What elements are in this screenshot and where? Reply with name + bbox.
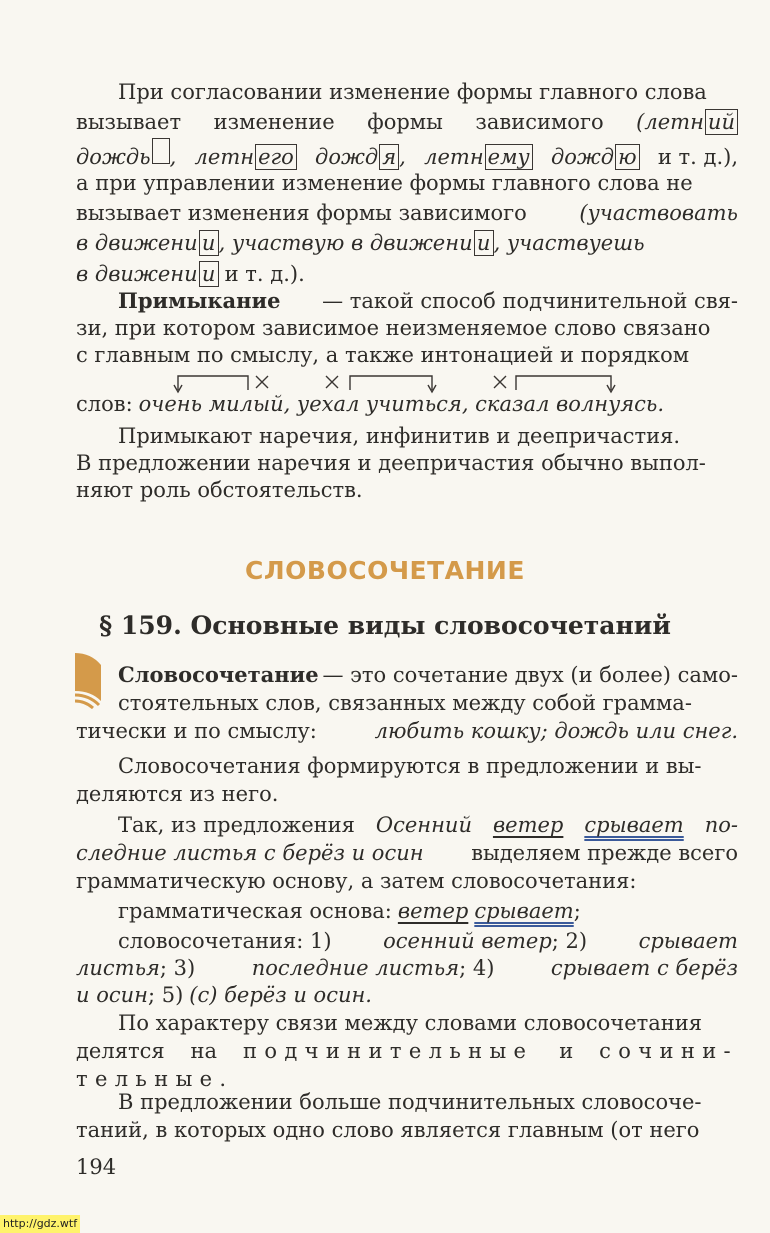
example: (участвовать [579,201,738,225]
text-line [76,475,738,505]
text-line [118,810,738,840]
term: Словосочетание [118,662,319,687]
definition-marker-icon [73,651,105,709]
text: грамматическую основу, а затем словосочетания: [76,869,637,893]
text: По характеру связи между словами словосочетания [118,1011,703,1035]
text-line [76,1036,738,1066]
text: выделяем прежде всего [471,841,738,865]
text-line [118,926,738,956]
example-dozhd: дождь , [76,138,176,172]
example-dozhdyu: дожд ю [551,142,640,172]
text: Так, из предложения [118,813,355,837]
text: грамматическая основа: [118,899,392,923]
ending-box: его [255,144,297,170]
text-line [118,286,738,316]
example: очень милый, уехал учиться, сказал волнуясь. [138,392,665,416]
text: — такой способ подчинительной свя- [322,289,738,313]
text-line [118,421,738,451]
text-line [76,138,738,168]
text: словосочетания: 1) [118,929,332,953]
subject-underlined: ветер [492,813,564,837]
example: любить кошку; дождь или снег. [374,719,738,743]
predicate-underlined: срывает [584,813,684,837]
text-line [76,259,738,289]
text: деляются из него. [76,782,279,806]
example: срывает [638,929,738,953]
word: на [190,1039,218,1063]
word: и [559,1039,574,1063]
text-line [76,107,738,137]
example-letnemu: летн ему [424,142,533,172]
text: При согласовании изменение формы главного слова [118,80,707,104]
text: таний, в которых одно слово является главным (от него [76,1118,700,1142]
text: слов: [76,392,133,416]
section-title: § 159. Основные виды словосочетаний [99,611,671,640]
example: осенний ветер [383,929,552,953]
text-line [118,660,738,690]
text-line [118,751,738,781]
word: подчинительные [242,1039,534,1063]
text: ; 3) [159,956,196,980]
text: — это сочетание двух (и более) само- [322,663,738,687]
predicate-underlined: срывает [474,899,574,923]
text-line [76,716,738,746]
example-dozhdya: дожд я , [315,145,406,169]
word: вызывает [76,110,182,134]
text-line [118,77,738,107]
word: зависимого [475,110,604,134]
ending-box: и [474,230,494,256]
page-number: 194 [76,1155,117,1179]
text: а при управлении изменение формы главного слова не [76,171,693,195]
example: Осенний [375,813,472,837]
text-line [76,866,738,896]
text: Словосочетания формируются в предложении и вы- [118,754,702,778]
text: ; 2) [551,929,588,953]
example: по- [704,813,738,837]
watermark-link[interactable]: http://gdz.wtf [0,1215,80,1233]
text-line [118,1087,738,1117]
term: Примыкание [118,288,281,313]
zero-ending-box [152,138,170,164]
text-line [76,389,738,419]
example: в движени и , участвую в движени и , участвуешь [76,231,645,255]
word: делятся [76,1039,165,1063]
ending-box: ий [705,109,738,135]
example: следние листья с берёз и осин [76,841,424,865]
ending-box: ему [485,144,533,170]
text: ; [573,899,581,923]
text: зи, при котором зависимое неизменяемое слово связано [76,316,711,340]
text-line [76,980,738,1010]
text: В предложении больше подчинительных словосоче- [118,1090,702,1114]
word: сочини- [599,1039,738,1063]
ending-box: я [379,144,399,170]
text-line [76,779,738,809]
text: тически и по смыслу: [76,719,317,743]
text: и т. д.), [657,145,738,169]
chapter-title: СЛОВОСОЧЕТАНИЕ [245,556,525,585]
example-letniy: (летн ий [636,107,738,137]
subject-underlined: ветер [397,899,469,923]
example: срывает с берёз [550,956,738,980]
text: и т. д.). [224,262,305,286]
example: и осин [76,983,148,1007]
text: стоятельных слов, связанных между собой грамма- [118,691,692,715]
text-line [76,340,738,370]
ending-box: и [199,230,219,256]
ending-box: и [199,261,219,287]
text-line [76,198,738,228]
text: тельные. [76,1067,234,1091]
example: в движени и [76,259,219,289]
text: В предложении наречия и деепричастия обычно выпол- [76,451,706,475]
example: последние листья [251,956,460,980]
example: листья [76,956,160,980]
example: (с) берёз и осин. [189,983,372,1007]
text: няют роль обстоятельств. [76,478,363,502]
text-line [118,1008,738,1038]
word: формы [367,110,443,134]
text: Примыкают наречия, инфинитив и деепричастия. [118,424,681,448]
text: ; 4) [459,956,495,980]
text-line [76,168,738,198]
text-line [76,1115,738,1145]
text-line [76,313,738,343]
text: вызывает изменения формы зависимого [76,201,527,225]
word: изменение [213,110,335,134]
text: ; 5) [147,983,184,1007]
text-line [76,838,738,868]
text-line [76,953,738,983]
text-line [76,448,738,478]
example-letnego: летн его [195,142,297,172]
text-line [118,688,738,718]
text-line [118,896,738,926]
text-line [76,228,738,258]
ending-box: ю [615,144,640,170]
text: с главным по смыслу, а также интонацией и порядком [76,343,690,367]
